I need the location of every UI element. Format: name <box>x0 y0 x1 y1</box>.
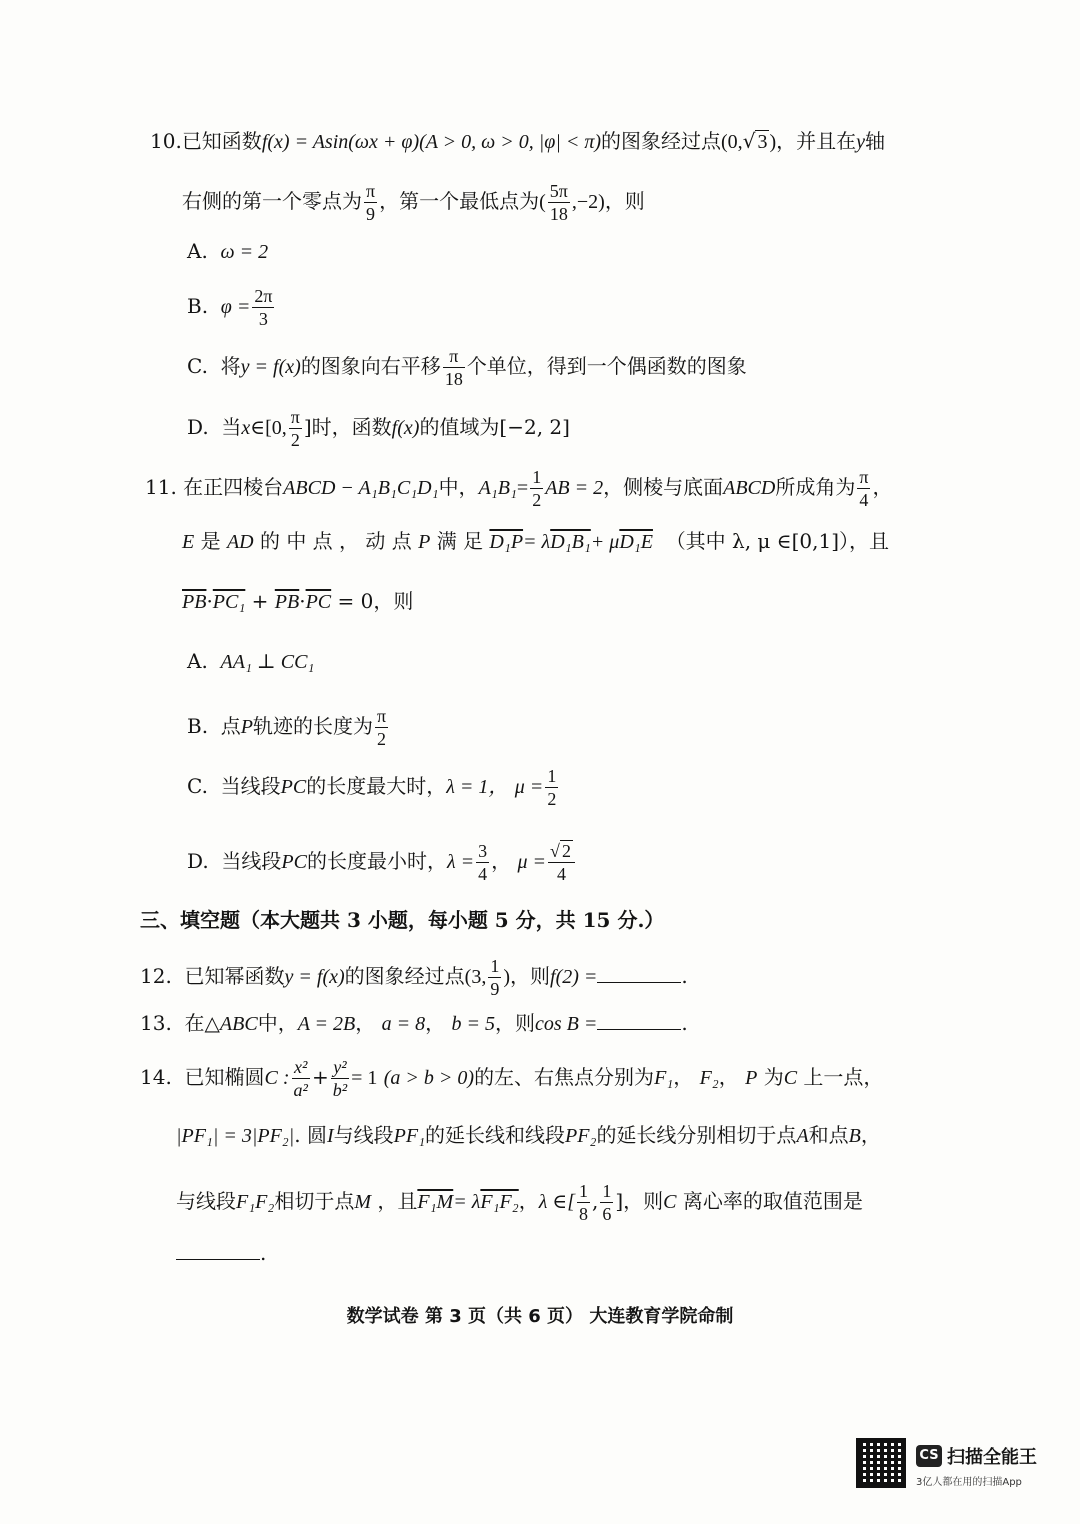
option-label: A. <box>187 649 208 673</box>
q13-triangle: ABC <box>219 1013 258 1035</box>
q11-p: P <box>418 531 431 553</box>
option-text: 当线段 <box>221 849 282 873</box>
q11-vector: $\overline{PB}$ <box>182 591 207 613</box>
q11-stem-b: 中， <box>438 475 479 499</box>
q10-zero-frac: $\frac{\pi}{9}$ <box>366 181 376 224</box>
option-label: C. <box>187 354 208 378</box>
option-text: 的长度最小时， <box>306 849 447 873</box>
q11-c-frac: $\frac{1}{2}$ <box>547 766 557 809</box>
option-function: f(x) <box>391 417 420 439</box>
option-label: B. <box>187 714 209 738</box>
q12-text: 已知幂函数 <box>184 964 285 988</box>
option-label: D. <box>187 849 209 873</box>
q13-text: 在△ <box>184 1011 220 1035</box>
option-var: PC <box>281 851 307 873</box>
q12-number: 12. <box>140 964 172 988</box>
q11-vector: D₁E <box>619 531 653 553</box>
page-footer <box>0 1302 1080 1328</box>
section-title-text: 三、填空题（本大题共 3 小题，每小题 5 分，共 15 分.） <box>140 908 665 932</box>
q11-line2: E 是 AD 的 中 点 ， 动 点 P 满 足 D₁P= λD₁B₁+ μD₁E （其中 λ, μ ∈[0,1]），且 <box>182 529 890 553</box>
q10-min-frac: $\frac{5\pi}{18}$ <box>549 181 568 224</box>
q14-frac-y: $\frac{\text{y²}}{\text{b²}}$ <box>332 1057 348 1100</box>
q14-vector: F₁F₂ <box>480 1191 519 1213</box>
q10-stem-b: 的图象经过点 <box>601 129 722 153</box>
q10-option-a <box>187 238 268 265</box>
q10-then: ，则 <box>604 189 645 213</box>
option-text: ]时，函数 <box>303 415 392 439</box>
option-text: 当线段 <box>220 774 281 798</box>
q11-vector: PC₁ <box>212 591 246 613</box>
q14-focus: F₂ <box>699 1067 719 1089</box>
q11-stem: 在正四棱台 <box>183 475 284 499</box>
q11-ad: AD <box>226 531 254 553</box>
q12-line: 12. 已知幂函数y = f(x)的图象经过点(3, $\frac{1}{9}$ )，则f(2) = . <box>140 956 688 999</box>
camscanner-logo-icon: CS <box>916 1445 942 1467</box>
q12-ask: f(2) = <box>550 966 598 988</box>
q10-point: (0, <box>721 131 743 153</box>
option-var: P <box>240 716 253 738</box>
option-label: A. <box>187 239 208 263</box>
q11-number: 11. <box>145 475 177 499</box>
q12-text: 的图象经过点 <box>344 964 465 988</box>
q14-line2: |PF₁| = 3|PF₂|. 圆I与线段PF₁的延长线和线段PF₂的延长线分别相切于点A和点B， <box>176 1123 881 1147</box>
q11-angle-frac: $\frac{\pi}{4}$ <box>859 467 869 510</box>
q14-number: 14. <box>140 1065 172 1089</box>
answer-blank[interactable] <box>597 1025 681 1030</box>
q11-line1: 11. 在正四棱台ABCD − A₁B₁C₁D₁中，A₁B₁= $\frac{1}{2}$ AB = 2，侧棱与底面ABCD所成角为 $\frac{\pi}{4}$ ， <box>145 467 893 510</box>
q14-line4: . <box>176 1240 266 1266</box>
q14-abs: |PF₁| = 3|PF₂| <box>176 1125 295 1147</box>
option-mu: μ = <box>514 776 544 798</box>
option-text: 轨迹的长度为 <box>253 714 373 738</box>
answer-blank[interactable] <box>597 978 681 983</box>
option-text: 点 <box>220 714 241 738</box>
q14-frac-eighth: $\frac{1}{8}$ <box>578 1181 588 1224</box>
option-text: φ = <box>220 296 251 318</box>
option-text: 个单位，得到一个偶函数的图象 <box>466 354 747 378</box>
q11-d-frac-lambda: $\frac{3}{4}$ <box>478 841 488 884</box>
q14-line1: 14. 已知椭圆C : $\frac{\text{x²}}{\text{a²}}$ + $\frac{\text{y²}}{\text{b²}}$ = 1 (a > b > 0)的左、右焦点分别为F₁， F₂， P 为C 上一点， <box>140 1057 884 1100</box>
q13-line: 13. 在△ABC中，A = 2B， a = 8， b = 5，则cos B = . <box>140 1011 688 1035</box>
q11-stem-d: 所成角为 <box>775 475 856 499</box>
q11-range: （其中 λ, μ ∈[0,1]），且 <box>665 529 890 553</box>
option-label: B. <box>187 294 209 318</box>
q11-option-b <box>187 707 390 748</box>
q13-number: 13. <box>140 1011 172 1035</box>
option-text: 当 <box>221 415 242 439</box>
q11-option-c <box>187 767 560 808</box>
q10-stem-c: ，并且在 <box>776 129 857 153</box>
q14-cond: (a > b > 0) <box>383 1067 475 1089</box>
q11-d-frac-mu: $\frac{√ 2}{4}$ <box>548 842 575 883</box>
option-lambda: λ = 1， <box>446 776 509 798</box>
q13-condition: b = 5 <box>451 1013 495 1035</box>
watermark-subtitle: 3亿人都在用的扫描App <box>916 1477 1022 1488</box>
option-lambda: λ = <box>446 851 475 873</box>
q10-min-text: ，第一个最低点为 <box>379 189 540 213</box>
q13-condition: A = 2B <box>297 1013 356 1035</box>
option-var: x <box>241 417 251 439</box>
q10-stem-d: 轴 <box>865 129 885 153</box>
q11-b-frac: $\frac{\pi}{2}$ <box>377 706 387 749</box>
q12-frac: $\frac{1}{9}$ <box>490 956 500 999</box>
q11-vector: $\overline{PB}$ <box>274 591 300 613</box>
q11-vector: D₁B₁ <box>550 531 591 553</box>
option-function: y = f(x) <box>240 356 301 378</box>
q11-vector: D₁P <box>489 531 524 553</box>
q14-vector: F₁M <box>417 1191 454 1213</box>
q10-zero-text: 右侧的第一个零点为 <box>182 189 362 213</box>
option-text: 将 <box>220 354 241 378</box>
q10-y: y <box>856 131 865 153</box>
option-text: AA₁ ⊥ CC₁ <box>220 651 315 673</box>
option-label: D. <box>187 415 209 439</box>
q14-text: 已知椭圆 <box>184 1065 265 1089</box>
q14-line3: 与线段F₁F₂相切于点M ，且F₁M= λF₁F₂，λ ∈[ $\frac{1}{8}$ , $\frac{1}{6}$ ]，则C 离心率的取值范围是 <box>176 1181 863 1224</box>
option-interval: ∈[0, <box>250 417 287 439</box>
answer-blank[interactable] <box>176 1255 260 1260</box>
q12-function: y = f(x) <box>284 966 345 988</box>
q10-d-frac: $\frac{\pi}{2}$ <box>290 407 300 450</box>
q11-option-d: D. 当线段PC的长度最小时，λ = $\frac{3}{4}$ ， μ = $\frac{√ 2}{4}$ <box>187 842 577 883</box>
option-text: ω = 2 <box>220 241 269 263</box>
option-mu: μ = <box>517 851 547 873</box>
q11-e: E <box>182 531 195 553</box>
q10-b-frac: $\frac{2\pi}{3}$ <box>254 286 273 329</box>
q10-line1: 10.已知函数f(x) = Asin(ωx + φ)(A > 0, ω > 0, |φ| < π)的图象经过点(0,√ 3 )，并且在y轴 <box>150 129 885 153</box>
q10-option-d <box>187 408 570 449</box>
q10-number: 10. <box>150 129 182 153</box>
q14-focus: F₁ <box>654 1067 674 1089</box>
q11-half: $\frac{1}{2}$ <box>532 467 542 510</box>
q11-ab: AB = 2 <box>545 477 604 499</box>
q11-base: ABCD <box>723 477 776 499</box>
q10-stem: 已知函数 <box>181 129 262 153</box>
q10-option-c <box>187 347 747 388</box>
q14-ellipse-name: C : <box>264 1067 290 1089</box>
q10-point-end: ) <box>769 131 777 153</box>
option-var: PC <box>280 776 307 798</box>
q10-line2: 右侧的第一个零点为 $\frac{\pi}{9}$ ，第一个最低点为( $\frac{5\pi}{18}$ ,−2)，则 <box>182 181 645 224</box>
q10-min-tail: ,−2) <box>571 191 605 213</box>
q11-edge: A₁B₁ <box>478 477 517 499</box>
q11-solid: ABCD − A₁B₁C₁D₁ <box>283 477 439 499</box>
section-title <box>140 907 664 933</box>
q11-option-a <box>187 648 314 675</box>
q10-c-frac: $\frac{\pi}{18}$ <box>444 346 463 389</box>
q11-vector: $\overline{PC}$ <box>305 591 332 613</box>
q13-ask: cos B = <box>535 1013 598 1035</box>
q11-stem-c: ，侧棱与底面 <box>603 475 724 499</box>
watermark-title: 扫描全能王 <box>947 1447 1037 1468</box>
option-text: 的长度最大时， <box>306 774 447 798</box>
q10-function: f(x) = Asin(ωx + φ) <box>261 131 420 153</box>
footer-text: 数学试卷 第 3 页（共 6 页） 大连教育学院命制 <box>346 1306 734 1327</box>
q13-condition: a = 8 <box>381 1013 426 1035</box>
q10-sqrt3: 3 <box>757 131 768 153</box>
option-text: 的值域为[−2, 2] <box>419 415 570 439</box>
q10-option-b <box>187 287 276 328</box>
option-text: 的图象向右平移 <box>300 354 441 378</box>
q11-line3: $\overline{PB}\cdot PC_1 + \overline{PB}\cdot\overline{PC} = 0$，则 <box>182 589 414 613</box>
q14-frac-sixth: $\frac{1}{6}$ <box>602 1181 612 1224</box>
q14-frac-x: $\frac{\text{x²}}{\text{a²}}$ <box>293 1057 308 1100</box>
q10-condition: (A > 0, ω > 0, |φ| < π) <box>419 131 602 153</box>
qr-code-icon <box>856 1438 906 1488</box>
option-label: C. <box>187 774 208 798</box>
